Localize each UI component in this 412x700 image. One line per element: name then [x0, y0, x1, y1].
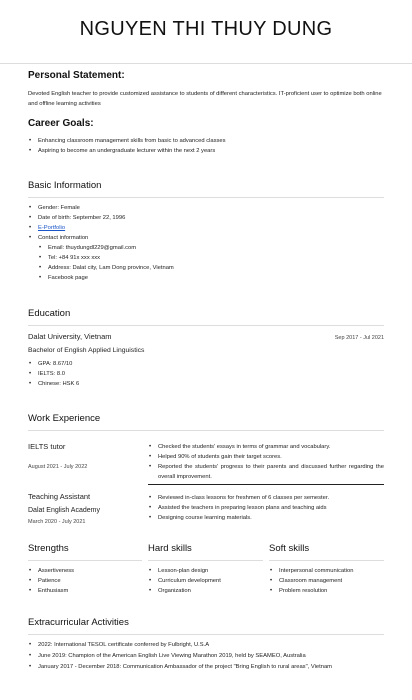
personal-statement-title: Personal Statement: — [28, 70, 125, 81]
strengths-title: Strengths — [28, 543, 69, 554]
list-item: • Enhancing classroom management skills from basic to advanced classes — [28, 136, 384, 146]
school-name: Dalat University, — [28, 332, 83, 341]
job-dates: August 2021 - July 2022 — [28, 464, 88, 470]
work-section — [28, 413, 384, 431]
list-item: • 2022: International TESOL certificate conferred by Fulbright, U.S.A — [28, 640, 384, 651]
contact-list — [38, 243, 384, 283]
contact-item: • Contact information — [28, 233, 384, 243]
education-section — [28, 308, 384, 389]
list-item: • Assertiveness — [28, 566, 148, 576]
gpa-item: • GPA: 8.67/10 — [28, 359, 384, 369]
basic-info-title: Basic Information — [28, 180, 102, 191]
school-country: Vietnam — [82, 332, 112, 341]
ielts-item: • IELTS: 8.0 — [28, 369, 384, 379]
gender-item: • Gender: Female — [28, 203, 384, 213]
education-dates: Sep 2017 - Jul 2021 — [334, 335, 384, 341]
list-item: • Interpersonal communication — [269, 566, 384, 576]
job-2-meta — [28, 492, 140, 525]
personal-statement-text: Devoted English teacher to provide customized assistance to students of different characteristics. IT-proficient user to optimize both online and offline learning activities — [28, 91, 382, 107]
job-role: Teaching Assistant — [28, 492, 91, 501]
work-title: Work Experience — [28, 413, 101, 424]
soft-skills-title: Soft skills — [269, 543, 310, 554]
candidate-name: NGUYEN THI THUY DUNG — [79, 18, 333, 40]
section-divider — [28, 197, 384, 198]
education-title: Education — [28, 308, 71, 319]
strengths-list — [28, 566, 148, 596]
career-goals-section — [28, 118, 384, 156]
list-item: • Reported the students' progress to their parents and discussed further regarding the overall improvement. — [148, 462, 384, 482]
degree-name: English Applied Linguistics — [64, 347, 145, 354]
list-item: • Enthusiasm — [28, 586, 148, 596]
section-divider — [269, 560, 384, 561]
strengths-column — [28, 543, 148, 596]
section-divider — [28, 430, 384, 431]
list-item: • Checked the students' essays in terms of grammar and vocabulary. — [148, 442, 384, 452]
career-goals-list — [28, 136, 384, 156]
soft-skills-column — [269, 543, 384, 596]
hard-skills-column — [148, 543, 269, 596]
education-header-row — [28, 332, 384, 341]
skills-columns — [28, 543, 384, 596]
extracurricular-list — [28, 640, 384, 673]
list-item: • Organization — [148, 586, 269, 596]
dob-item: • Date of birth: September 22, 1996 — [28, 213, 384, 223]
section-divider — [28, 560, 142, 561]
school-line — [28, 332, 112, 341]
job-role: IELTS tutor — [28, 442, 66, 451]
list-item: • Aspiring to become an undergraduate lecturer within the next 2 years — [28, 146, 384, 156]
job-1-duties — [148, 442, 384, 485]
degree-line — [28, 347, 384, 354]
degree-prefix: Bachelor of — [28, 347, 65, 354]
job-1-meta — [28, 442, 140, 470]
job-duty-list — [148, 493, 384, 523]
email-item: • Email: thuydungdl229@gmail.com — [38, 243, 384, 253]
chinese-item: • Chinese: HSK 6 — [28, 379, 384, 389]
e-portfolio-link[interactable]: E-Portfolio — [38, 225, 66, 231]
section-divider — [28, 325, 384, 326]
soft-skills-list — [269, 566, 384, 596]
job-duty-list — [148, 442, 384, 485]
list-item: • Problem resolution — [269, 586, 384, 596]
list-item: • Classroom management — [269, 576, 384, 586]
job-2-duties — [148, 493, 384, 523]
basic-info-section — [28, 180, 384, 283]
skills-section — [28, 543, 384, 596]
hard-skills-title: Hard skills — [148, 543, 192, 554]
education-list — [28, 359, 384, 389]
extracurricular-title: Extracurricular Activities — [28, 617, 129, 628]
facebook-item: • Facebook page — [38, 273, 384, 283]
job-org: Dalat English Academy — [28, 507, 100, 514]
career-goals-title: Career Goals: — [28, 118, 94, 129]
portfolio-item — [28, 223, 384, 233]
list-item: • Curriculum development — [148, 576, 269, 586]
list-item: • Helped 90% of students gain their target scores. — [148, 452, 384, 462]
personal-statement-section — [28, 70, 384, 109]
resume-header — [0, 0, 412, 64]
list-item: • Assisted the teachers in preparing lesson plans and teaching aids — [148, 503, 384, 513]
hard-skills-list — [148, 566, 269, 596]
list-item: • Lesson-plan design — [148, 566, 269, 576]
list-item: • January 2017 - December 2018: Communication Ambassador of the project "Bring English to rural areas", Vietnam — [28, 662, 384, 673]
job-dates: March 2020 - July 2021 — [28, 519, 86, 525]
section-divider — [28, 634, 384, 635]
basic-info-list — [28, 203, 384, 243]
list-item: • June 2019: Champion of the American English Live Viewing Marathon 2019, held by SEAMEO, Australia — [28, 651, 384, 662]
section-divider — [148, 560, 263, 561]
list-item: • Patience — [28, 576, 148, 586]
phone-item: • Tel: +84 91x xxx xxx — [38, 253, 384, 263]
list-item: • Designing course learning materials. — [148, 513, 384, 523]
extracurricular-section — [28, 617, 384, 673]
address-item: • Address: Dalat city, Lam Dong province, Vietnam — [38, 263, 384, 273]
list-item: • Reviewed in-class lessons for freshmen of 6 classes per semester. — [148, 493, 384, 503]
